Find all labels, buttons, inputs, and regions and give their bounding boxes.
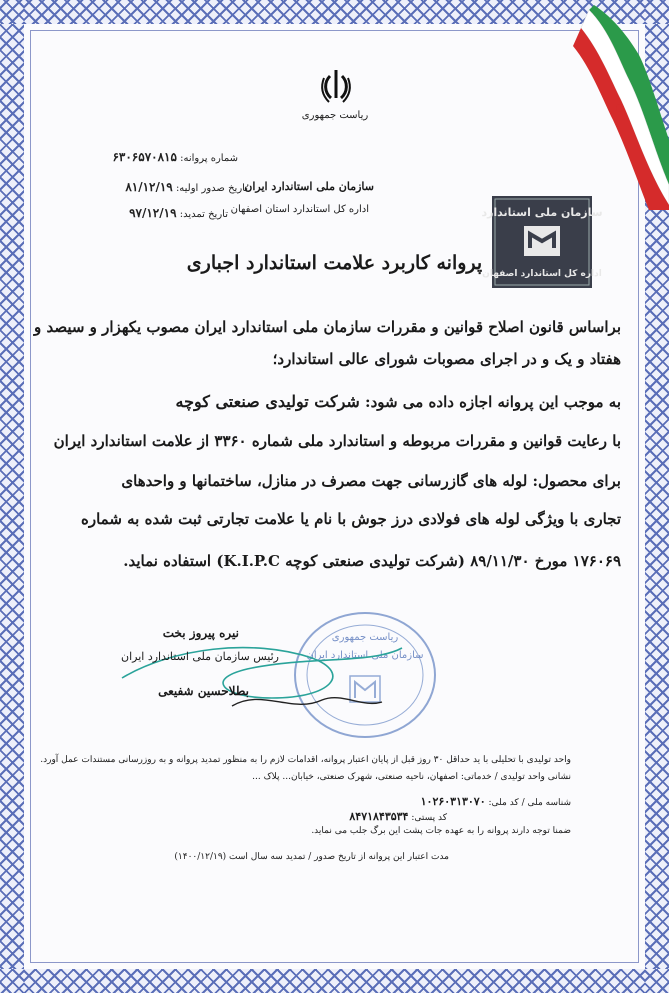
signatory-name: نیره پیروز بخت [162,626,239,640]
body-line-3 [176,392,621,411]
issue-date-row [118,180,248,194]
org-name: سازمان ملی استاندارد ایران [244,180,374,193]
stamp-text-bottom: اداره کل استاندارد اصفهان [482,269,602,279]
body-line-6: تجاری با ویژگی لوله های فولادی درز جوش با نام یا علامت تجارتی ثبت شده به شماره [81,510,621,528]
signatory-org: رئیس سازمان ملی استاندارد ایران [121,650,279,663]
national-id: ۱۰۲۶۰۳۱۳۰۷۰ [420,795,486,808]
company-name: شرکت تولیدی صنعتی کوچه [175,392,360,411]
certificate-title: پروانه کاربرد علامت استاندارد اجباری [186,252,483,274]
body-line-2: هفتاد و یک و در اجرای مصوبات شورای عالی استاندارد؛ [272,350,621,368]
license-number-label: شماره پروانه: [180,153,238,164]
iran-flag-ribbon-icon [499,0,669,210]
body-line-5: برای محصول: لوله های گازرسانی جهت مصرف در منازل، ساختمانها و واحدهای [121,472,621,490]
seal-line-2: سازمان ملی استاندارد ایران [306,650,424,661]
stamp-text-top: سازمان ملی استاندارد [481,206,603,219]
handwritten-signature [112,618,412,728]
body-line-1: براساس قانون اصلاح قوانین و مقررات سازمان ملی استاندارد ایران مصوب یکهزار و سیصد و [34,318,621,336]
body-line-4: با رعایت قوانین و مقررات مربوطه و استاندارد ملی شماره ۳۳۶۰ از علامت استاندارد ایران [53,432,621,450]
renewal-date-row [118,206,228,220]
license-number: ۶۳۰۶۵۷۰۸۱۵ [112,150,177,164]
iran-emblem-icon [321,68,351,106]
body-line-7: ۱۷۶۰۶۹ مورخ ۸۹/۱۱/۳۰ (شرکت تولیدی صنعتی کوچه K.I.P.C) استفاده نماید. [123,552,621,570]
presidency-label: ریاست جمهوری [301,110,369,121]
footer-note-3: ضمنا توجه دارند پروانه را به عهده جات پشت این برگ جلب می نماید. [311,826,571,836]
license-number-row [112,150,238,164]
org-branch: اداره کل استاندارد استان اصفهان [230,204,369,215]
footer-note-2: نشانی واحد تولیدی / خدماتی: اصفهان، ناحیه صنعتی، شهرک صنعتی، خیابان... پلاک ... [252,772,571,782]
issue-date: ۸۱/۱۲/۱۹ [125,180,173,194]
postal-code-label: کد پستی: [411,813,447,823]
postal-code-row [349,810,447,823]
signed-by: بطلاحسین شفیعی [158,684,249,698]
validity-note: مدت اعتبار این پروانه از تاریخ صدور / تمدید سه سال است (۱۴۰۰/۱۲/۱۹) [174,852,449,862]
postal-code: ۸۴۷۱۸۴۳۵۳۴ [349,810,409,823]
footer-note-1: واحد تولیدی با تحلیلی با ید حداقل ۳۰ روز قبل از پایان اعتبار پروانه، اقدامات لازم را به منظور تمدید پروانه و به روزرسانی مستندات عمل آورد. [40,755,571,765]
renewal-date-label: تاریخ تمدید: [179,209,228,220]
national-id-row [91,795,571,808]
standard-hologram-stamp [481,196,603,288]
renewal-date: ۹۷/۱۲/۱۹ [129,206,177,220]
issue-date-label: تاریخ صدور اولیه: [175,183,248,194]
permission-text: به موجب این پروانه اجازه داده می شود: [365,393,621,411]
national-id-label: شناسه ملی / کد ملی: [488,798,571,808]
seal-line-1: ریاست جمهوری [331,632,399,643]
